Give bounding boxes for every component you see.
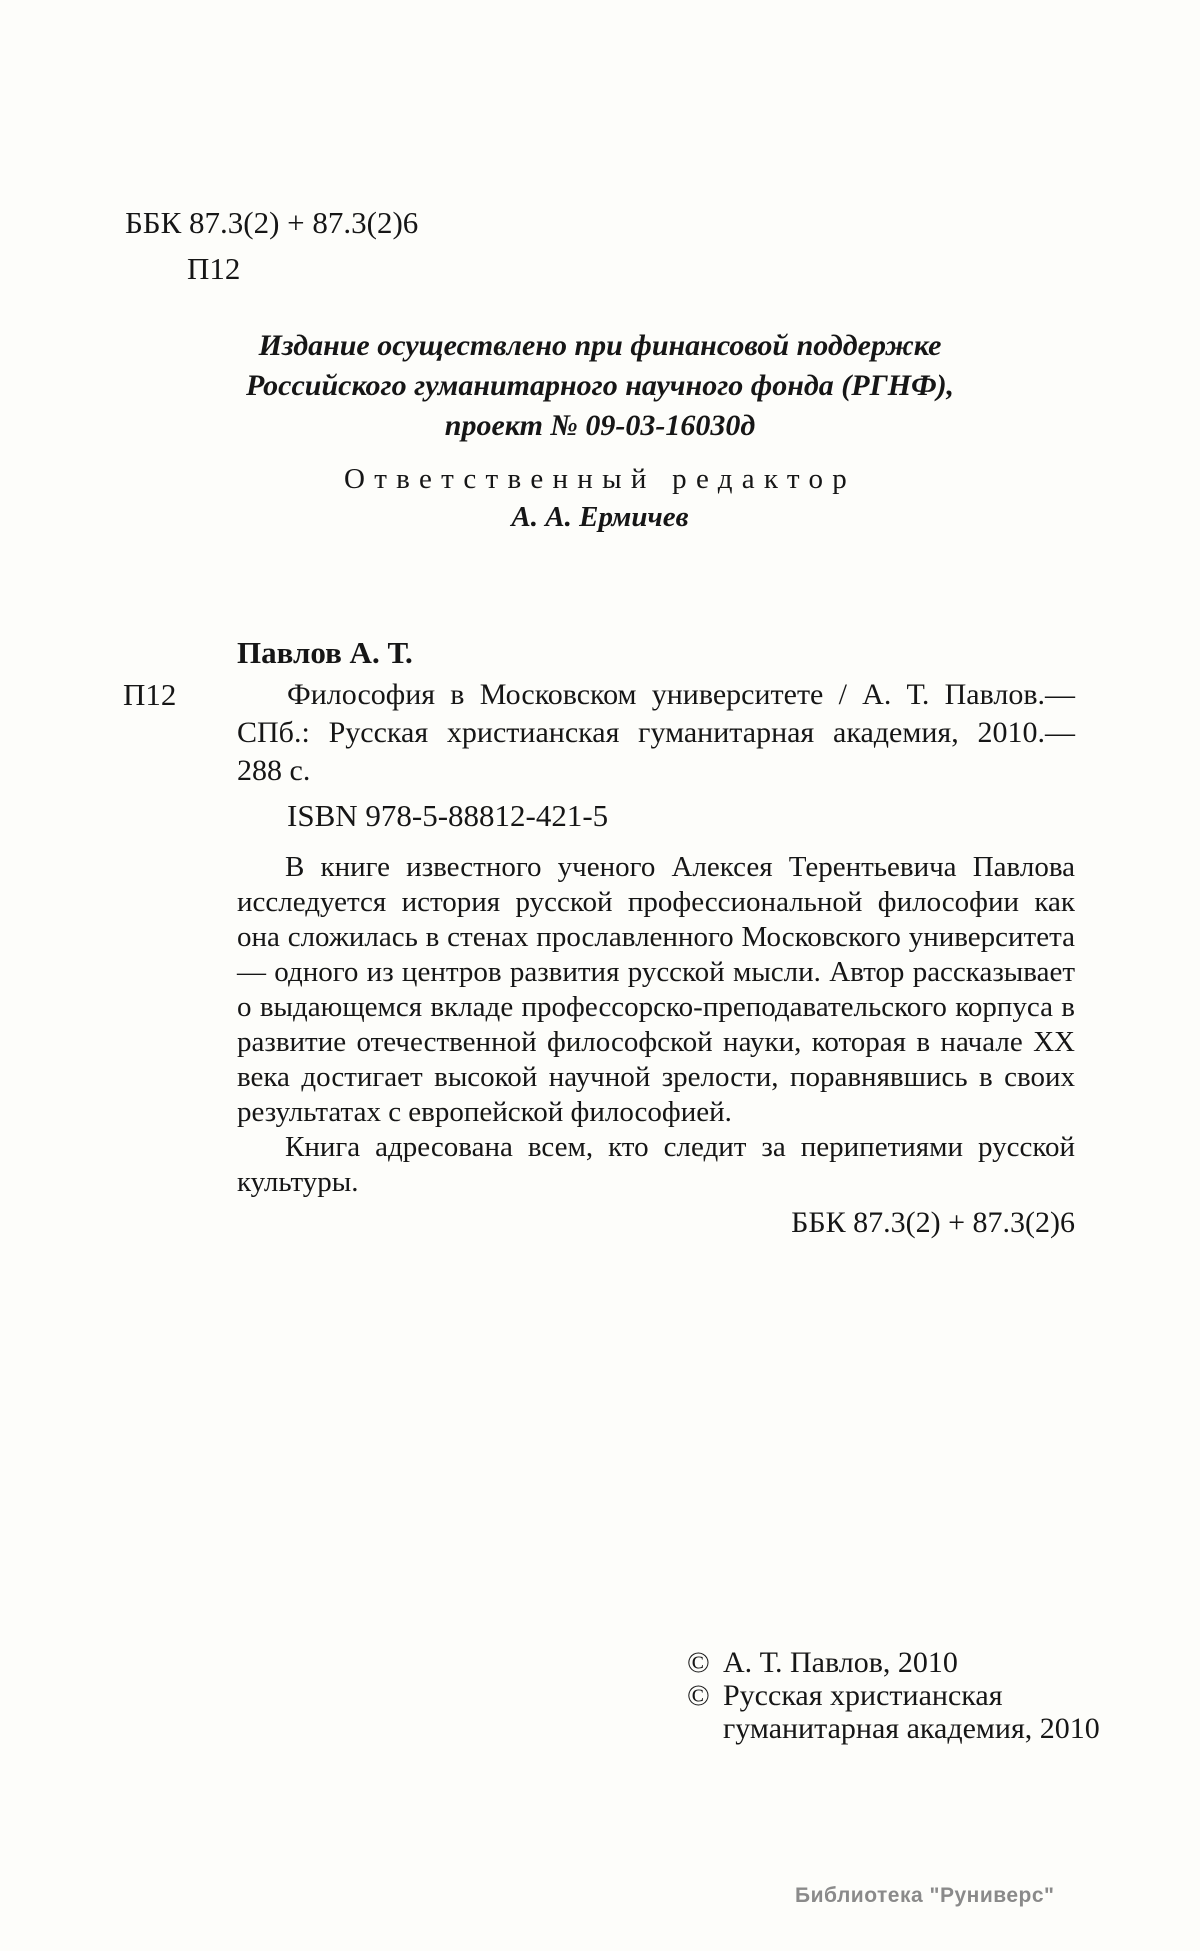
- copyright-text: гуманитарная академия, 2010: [723, 1712, 1100, 1745]
- copyright-text: Русская христианская: [723, 1679, 1003, 1712]
- responsible-editor-block: [0, 461, 1200, 535]
- bbk-code-bottom: ББК 87.3(2) + 87.3(2)6: [791, 1206, 1075, 1239]
- editor-name: А. А. Ермичев: [511, 501, 689, 533]
- library-watermark: Библиотека "Руниверс": [795, 1884, 1055, 1907]
- annotation-paragraph: В книге известного ученого Алексея Терентьевича Павлова исследуется история русской профессиональной философии как она сложилась в стенах прославленного Московского университета — одного из центров развития русской мысли. Автор рассказывает о выдающемся вкладе профессорско-преподавательского корпуса в развитие отечественной философской науки, которая в начале XX века достигает высокой научной зрелости, поравнявшись в своих результатах с европейской философией.: [237, 851, 1075, 1128]
- funding-note-line: проект № 09-03-16030д: [444, 409, 756, 442]
- bibliographic-line: Философия в Московском университете / А. Т. Павлов.—: [287, 678, 1075, 711]
- annotation-paragraph: Книга адресована всем, кто следит за перипетиями русской культуры.: [237, 1131, 1075, 1198]
- catalog-card: [237, 633, 1075, 1241]
- editor-role-label: Ответственный редактор: [343, 463, 857, 495]
- bibliographic-line: СПб.: Русская христианская гуманитарная академия, 2010.—: [237, 716, 1075, 749]
- copyright-block: [687, 1646, 1100, 1745]
- author-heading: Павлов А. Т.: [237, 635, 413, 670]
- bbk-code: ББК 87.3(2) + 87.3(2)6: [125, 205, 419, 240]
- copyright-symbol: ©: [687, 1646, 710, 1679]
- funding-note: [0, 326, 1200, 446]
- isbn-number: ISBN 978-5-88812-421-5: [287, 798, 609, 833]
- bibliographic-line: 288 с.: [237, 754, 311, 787]
- author-sign-code: П12: [187, 251, 241, 286]
- copyright-line: [687, 1679, 1100, 1712]
- bbk-classification-block: [125, 200, 418, 292]
- catalog-margin-code: П12: [123, 677, 177, 712]
- copyright-line: [687, 1646, 1100, 1679]
- copyright-text: А. Т. Павлов, 2010: [723, 1646, 958, 1679]
- copyright-symbol: [687, 1712, 723, 1745]
- copyright-line: [687, 1712, 1100, 1745]
- copyright-symbol: ©: [687, 1679, 710, 1712]
- funding-note-line: Российского гуманитарного научного фонда (РГНФ),: [245, 369, 955, 402]
- funding-note-line: Издание осуществлено при финансовой поддержке: [258, 329, 942, 362]
